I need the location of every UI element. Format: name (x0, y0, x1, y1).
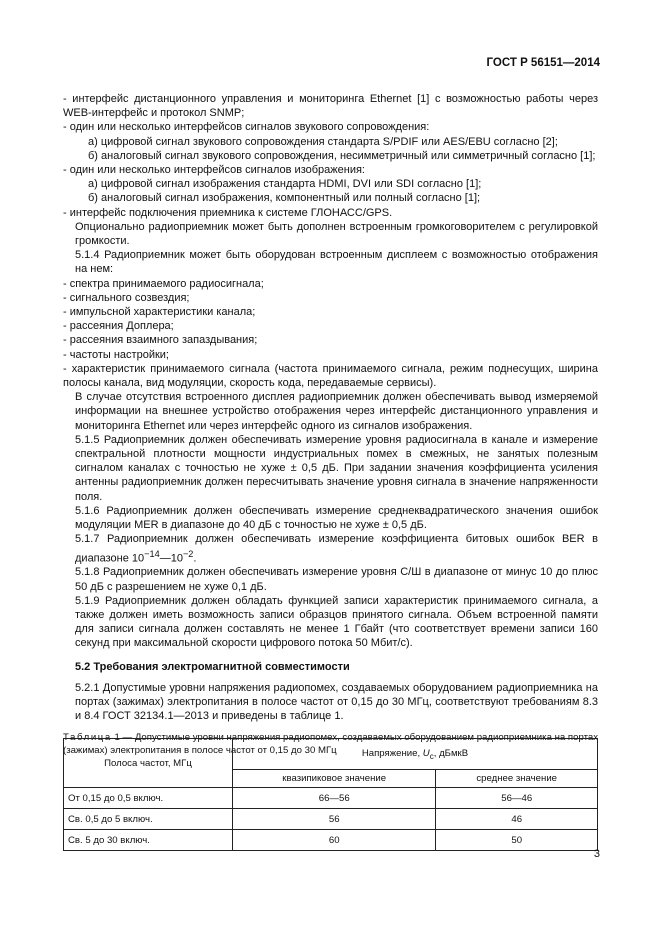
table-row (64, 830, 598, 851)
caption-label: Таблица (63, 732, 112, 744)
list-item: а) цифровой сигнал звукового сопровождения стандарта S/PDIF или AES/EBU согласно [2]; (88, 135, 558, 148)
list-item: - один или несколько интерфейсов сигналов звукового сопровождения: (63, 121, 430, 134)
superscript: −2 (182, 548, 194, 559)
column-header-quasi-peak: квазипиковое значение (233, 770, 436, 788)
cell-average: 56—46 (436, 788, 598, 809)
text-segment: . (193, 552, 197, 565)
paragraph: 5.1.8 Радиоприемник должен обеспечивать измерение уровня С/Ш в диапазоне от минус 10 до плюс 50 дБ с разрешением не хуже 0,1 дБ. (75, 566, 598, 593)
cell-average: 46 (436, 809, 598, 830)
column-header-average: среднее значение (436, 770, 598, 788)
list-item: - сигнального созвездия; (63, 291, 190, 304)
column-header-band: Полоса частот, МГц (64, 739, 233, 788)
header-text: , дБмкВ (433, 747, 469, 759)
table-row (64, 809, 598, 830)
list-item: - частоты настройки; (63, 348, 169, 361)
paragraph: Опционально радиоприемник может быть дополнен встроенным громкоговорителем с регулировкой громкости. (75, 220, 598, 248)
emission-limits-table (63, 738, 598, 851)
paragraph: 5.1.6 Радиоприемник должен обеспечивать измерение среднеквадратического значения ошибок модуляции MER в диапазоне до 40 дБ с точностью не хуже ± 0,5 дБ. (75, 504, 598, 532)
section-heading: 5.2 Требования электромагнитной совместимости (75, 660, 350, 673)
header-text: Напряжение, (361, 747, 423, 759)
list-item: а) цифровой сигнал изображения стандарта HDMI, DVI или SDI согласно [1]; (88, 178, 482, 191)
header-symbol: U (422, 747, 430, 759)
header-subscript: с (429, 751, 434, 761)
paragraph (63, 532, 598, 565)
page-number: 3 (593, 848, 600, 860)
list-item: - характеристик принимаемого сигнала (частота принимаемого сигнала, режим поднесущих, ширина полосы канала, вид модуляции, скорость кода, передаваемые сервисы). (63, 362, 598, 390)
cell-band: Св. 5 до 30 включ. (64, 830, 233, 851)
column-header-voltage (233, 739, 598, 770)
superscript: −14 (144, 548, 160, 559)
caption-text: 1 — Допустимые уровни напряжения радиопомех, создаваемых оборудованием радиоприемника на портах (зажимах) электропитания в полосе частот от 0,15 до 30 МГц (63, 732, 598, 756)
paragraph: 5.2.1 Допустимые уровни напряжения радиопомех, создаваемых оборудованием радиоприемника на портах (зажимах) электропитания в полосе частот от 0,15 до 30 МГц, соответствуют требованиям 8.3 и 8.4 ГОСТ 32134.1—2013 и приведены в таблице 1. (75, 681, 598, 723)
list-item: б) аналоговый сигнал изображения, компонентный или полный согласно [1]; (88, 192, 481, 205)
list-item: - спектра принимаемого радиосигнала; (63, 277, 264, 290)
text-segment: 5.1.7 Радиоприемник должен обеспечивать измерение коэффициента битовых ошибок BER в диапазоне 10 (75, 533, 598, 565)
paragraph: В случае отсутствия встроенного дисплея радиоприемник должен обеспечивать вывод измеряемой информации на внешнее устройство отображения через интерфейс дистанционного управления и мониторинга Ethernet или через интерфейс одного из сигналов изображения. (75, 391, 598, 432)
paragraph: - интерфейс дистанционного управления и мониторинга Ethernet [1] с возможностью работы через WEB-интерфейс и протокол SNMP; (63, 93, 598, 120)
cell-quasi-peak: 56 (233, 809, 436, 830)
table-row (64, 788, 598, 809)
list-item: - импульсной характеристики канала; (63, 306, 256, 319)
cell-quasi-peak: 66—56 (233, 788, 436, 809)
list-item: - один или несколько интерфейсов сигналов изображения: (63, 164, 365, 177)
cell-band: От 0,15 до 0,5 включ. (64, 788, 233, 809)
document-header: ГОСТ Р 56151—2014 (486, 57, 600, 69)
paragraph: 5.1.4 Радиоприемник может быть оборудован встроенным дисплеем с возможностью отображения на нем: (75, 249, 598, 276)
cell-band: Св. 0,5 до 5 включ. (64, 809, 233, 830)
list-item: - рассеяния Доплера; (63, 320, 174, 333)
list-item: - рассеяния взаимного запаздывания; (63, 334, 258, 347)
cell-quasi-peak: 60 (233, 830, 436, 851)
text-segment: —10 (159, 552, 183, 565)
paragraph: 5.1.5 Радиоприемник должен обеспечивать измерение уровня радиосигнала в канале и измерение спектральной плотности мощности индустриальных помех в смежных, не занятых полезным сигналом каналах с точностью не хуже ± 0,5 дБ. При задании значения коэффициента усиления антенны радиоприемник должен пересчитывать значение уровня сигнала в значение напряженности поля. (75, 433, 598, 503)
cell-average: 50 (436, 830, 598, 851)
document-body (63, 92, 598, 757)
list-item: б) аналоговый сигнал звукового сопровождения, несимметричный или симметричный согласно [1]; (88, 149, 596, 162)
list-item: - интерфейс подключения приемника к системе ГЛОНАСС/GPS. (63, 206, 393, 219)
paragraph: 5.1.9 Радиоприемник должен обладать функцией записи характеристик принимаемого сигнала, а также должен иметь возможность записи образцов принятого сигнала. Объем встроенной памяти для записи сигнала должен составлять не менее 1 Гбайт (что соответствует времени записи 160 секунд при максимальной скорости цифрового потока 50 Мбит/с). (75, 594, 598, 650)
